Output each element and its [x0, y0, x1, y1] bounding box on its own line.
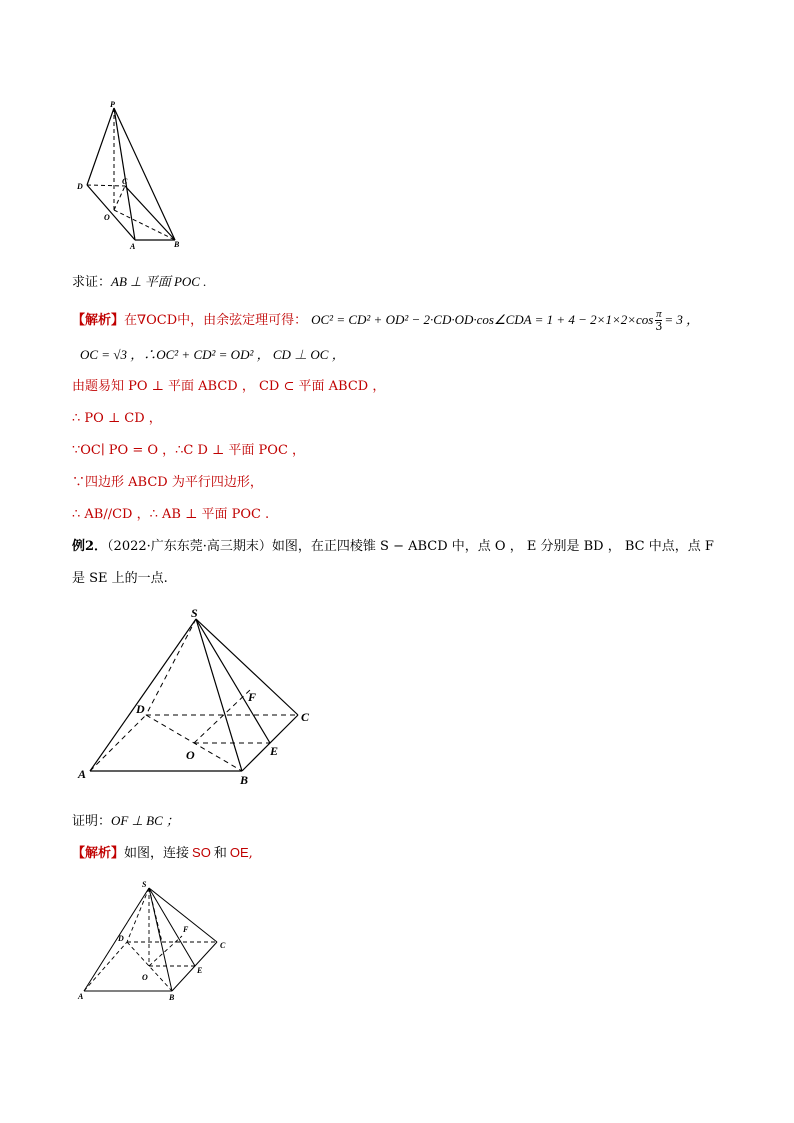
label-A: A [78, 992, 84, 1001]
label-C: C [220, 941, 226, 950]
figure-1-pyramid [70, 98, 200, 253]
label-E: E [270, 744, 279, 758]
example2-line2: 是 SE 上的一点. [72, 571, 168, 586]
label-F: F [183, 925, 189, 934]
label-S: S [191, 606, 198, 620]
proof1-line5: ∵OC∣ PO = O ，∴C D ⊥ 平面 POC ， [72, 443, 306, 458]
proof1-line7: ∴ AB//CD ，∴ AB ⊥ 平面 POC . [72, 507, 270, 522]
label-B: B [174, 240, 180, 249]
analysis-tag: 【解析】 [72, 313, 125, 328]
fraction-pi-over-3: $\frac{\pi}{3}$ [655, 308, 663, 333]
label-A: A [78, 767, 87, 781]
proof1-goal: 求证：AB ⊥ 平面 POC . [72, 274, 207, 290]
label-S: S [142, 880, 147, 889]
example2-line1: 例2．（2022·广东东莞·高三期末）如图，在正四棱锥 S − ABCD 中，点 O ， E 分别是 BD ， BC 中点，点 F [72, 539, 714, 554]
proof1-line2: OC = √3 ，∴OC² + CD² = OD² ， CD ⊥ OC ， [80, 347, 345, 362]
label-D: D [77, 182, 83, 191]
proof1-line1: 【解析】在∇OCD中，由余弦定理可得： OC² = CD² + OD² − 2·CD·OD·cos∠CDA = 1 + 4 − 2×1×2×cos $\frac{\pi}{3}$ = 3 ， [72, 308, 700, 333]
figure-3-pyramid [72, 878, 242, 1004]
label-O: O [104, 213, 110, 222]
label-C: C [122, 177, 128, 186]
label-D: D [118, 934, 124, 943]
proof2-goal: 证明：OF ⊥ BC ； [72, 813, 180, 829]
label-A: A [130, 242, 136, 251]
analysis-tag: 【解析】 [72, 846, 125, 861]
label-P: P [110, 100, 115, 109]
label-D: D [136, 702, 145, 716]
label-O: O [142, 973, 148, 982]
label-E: E [197, 966, 203, 975]
proof1-line4: ∴ PO ⊥ CD ， [72, 411, 162, 426]
figure-2-pyramid [70, 606, 330, 791]
label-B: B [240, 773, 249, 787]
proof2-analysis: 【解析】如图，连接 SO 和 OE, [72, 845, 253, 861]
label-F: F [248, 690, 257, 704]
proof1-line6: ∵四边形 ABCD 为平行四边形， [72, 475, 263, 490]
proof1-line3: 由题易知 PO ⊥ 平面 ABCD ， CD ⊂ 平面 ABCD ， [72, 379, 386, 394]
example2-label: 例2． [72, 539, 108, 554]
label-B: B [169, 993, 175, 1002]
label-O: O [186, 748, 195, 762]
label-C: C [301, 710, 310, 724]
